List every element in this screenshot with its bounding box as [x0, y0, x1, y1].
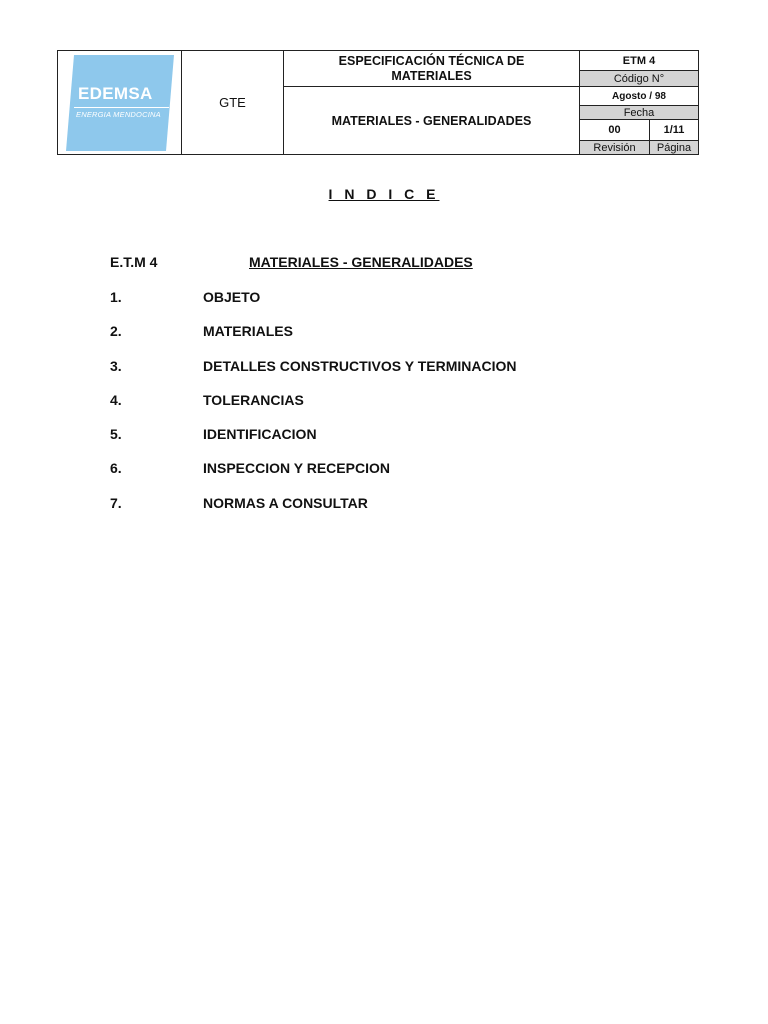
index-item-number: 3. [110, 358, 122, 374]
logo-subtitle: ENERGIA MENDOCINA [76, 110, 161, 119]
index-item-number: 6. [110, 460, 122, 476]
index-item-text: IDENTIFICACION [203, 426, 317, 442]
index-item-text: MATERIALES [203, 323, 293, 339]
code-label: Código N° [580, 71, 698, 87]
index-item-text: NORMAS A CONSULTAR [203, 495, 368, 511]
document-header [57, 50, 699, 155]
revision-value: 00 [580, 120, 650, 141]
logo-divider [74, 107, 169, 108]
date-label: Fecha [580, 106, 698, 120]
date-value: Agosto / 98 [580, 87, 698, 106]
index-item-text: OBJETO [203, 289, 261, 305]
index-item-text: DETALLES CONSTRUCTIVOS Y TERMINACION [203, 358, 517, 374]
index-item-text: INSPECCION Y RECEPCION [203, 460, 390, 476]
index-item-number: 7. [110, 495, 122, 511]
index-item-number: 2. [110, 323, 122, 339]
index-item-text: TOLERANCIAS [203, 392, 304, 408]
index-item-number: 1. [110, 289, 122, 305]
document-subject-title: MATERIALES - GENERALIDADES [284, 87, 580, 154]
index-item-number: 4. [110, 392, 122, 408]
revision-label: Revisión [580, 141, 650, 154]
index-item-number: 5. [110, 426, 122, 442]
logo-cell [58, 51, 182, 154]
etm-title: MATERIALES - GENERALIDADES [249, 254, 473, 270]
logo-name: EDEMSA [78, 84, 153, 103]
index-title: I N D I C E [328, 186, 440, 202]
document-type-title: ESPECIFICACIÓN TÉCNICA DE MATERIALES [284, 51, 580, 87]
department-label: GTE [182, 51, 284, 154]
code-value: ETM 4 [580, 51, 698, 71]
page-label: Página [650, 141, 698, 154]
etm-number: E.T.M 4 [110, 254, 158, 270]
page-value: 1/11 [650, 120, 698, 141]
